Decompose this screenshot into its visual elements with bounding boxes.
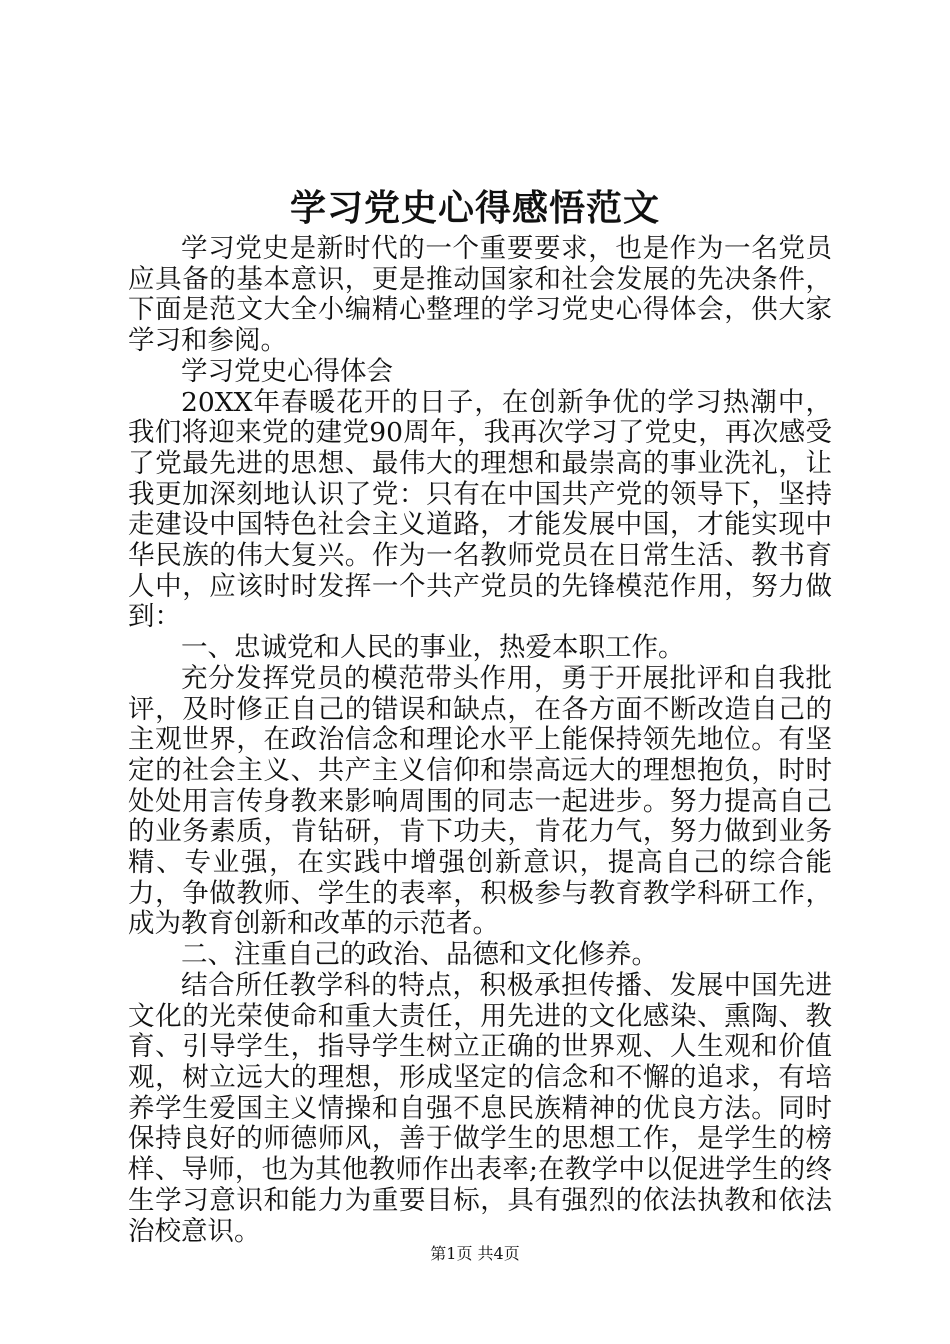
body-paragraph: 结合所任教学科的特点，积极承担传播、发展中国先进文化的光荣使命和重大责任，用先进的文化感染、熏陶、教育、引导学生，指导学生树立正确的世界观、人生观和价值观，树立远大的理想，形成坚定的信念和不懈的追求，有培养学生爱国主义情操和自强不息民族精神的优良方法。同时保持良好的师德师风，善于做学生的思想工作，是学生的榜样、导师，也为其他教师作出表率;在教学中以促进学生的终生学习意识和能力为重要目标，具有强烈的依法执教和依法治校意识。 [128, 969, 832, 1247]
document-body [128, 234, 832, 1247]
page-number-footer: 第1页 共4页 [430, 1244, 520, 1263]
point-heading-2: 二、注重自己的政治、品德和文化修养。 [181, 939, 658, 971]
body-paragraph: 充分发挥党员的模范带头作用，勇于开展批评和自我批评，及时修正自己的错误和缺点，在各方面不断改造自己的主观世界，在政治信念和理论水平上能保持领先地位。有坚定的社会主义、共产主义信仰和崇高远大的理想抱负，时时处处用言传身教来影响周围的同志一起进步。努力提高自己的业务素质，肯钻研，肯下功夫，肯花力气，努力做到业务精、专业强，在实践中增强创新意识，提高自己的综合能力，争做教师、学生的表率，积极参与教育教学科研工作，成为教育创新和改革的示范者。 [128, 662, 832, 940]
intro-paragraph: 学习党史是新时代的一个重要要求，也是作为一名党员应具备的基本意识，更是推动国家和社会发展的先决条件，下面是范文大全小编精心整理的学习党史心得体会，供大家学习和参阅。 [128, 233, 832, 357]
body-paragraph: 20XX年春暖花开的日子，在创新争优的学习热潮中，我们将迎来党的建党90周年，我再次学习了党史，再次感受了党最先进的思想、最伟大的理想和最崇高的事业洗礼，让我更加深刻地认识了党：只有在中国共产党的领导下，坚持走建设中国特色社会主义道路，才能发展中国，才能实现中华民族的伟大复兴。作为一名教师党员在日常生活、教书育人中，应该时时发挥一个共产党员的先锋模范作用，努力做到： [128, 386, 832, 633]
document-title: 学习党史心得感悟范文 [289, 187, 660, 229]
section-heading: 学习党史心得体会 [181, 355, 393, 387]
point-heading-1: 一、忠诚党和人民的事业，热爱本职工作。 [181, 632, 685, 664]
